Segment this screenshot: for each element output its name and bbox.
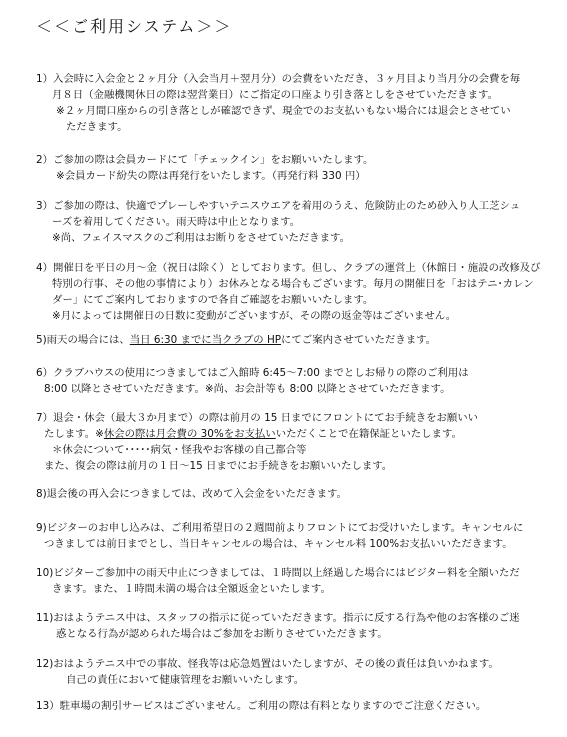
rule-note: ただきます。 xyxy=(66,121,128,133)
rule-underlined-text: 休会の際は月会費の 30%をお支払い xyxy=(103,428,276,440)
rule-line: 1）入会時に入会金と２ヶ月分（入会当月＋翌月分）の会費をいただき、３ヶ月目より当月分の会費を毎 xyxy=(36,73,521,85)
rule-line xyxy=(36,426,478,442)
rule-text: 5)雨天の場合には、 xyxy=(36,334,130,346)
rule-line: 3）ご参加の際は、快適でプレーしやすいテニスウエアを着用のうえ、危険防止のため砂入り人工芝シュ xyxy=(36,200,521,212)
rule-line: ーズを着用してください。雨天時は中止となります。 xyxy=(52,216,301,228)
rule-text: いただくことで在籍保証といたします。 xyxy=(275,428,462,440)
rule-note: ※尚、フェイスマスクのご利用はお断りをさせていただきます。 xyxy=(52,232,350,244)
rule-line: 惑となる行為が認められた場合はご参加をお断りさせていただきます。 xyxy=(56,628,388,640)
rule-item-1 xyxy=(36,71,520,135)
rule-item-2 xyxy=(36,152,373,184)
rule-line: 特別の行事、その他の事情により）お休みとなる場合もございます。毎月の開催日を「おはテニ･カレン xyxy=(52,278,534,290)
rule-line xyxy=(36,332,436,348)
rule-line: きます。また、１時間未満の場合は全額返金といたします。 xyxy=(52,583,331,595)
rule-line: また、復会の際は前月の１日～15 日までにお手続きをお願いいたします。 xyxy=(44,460,393,472)
rule-item-11 xyxy=(36,610,520,642)
rule-note: ※会員カード紛失の際は再発行をいたします。（再発行料 330 円） xyxy=(56,170,366,182)
rule-line: 8)退会後の再入会につきましては、改めて入会金をいただきます。 xyxy=(36,488,347,500)
rule-item-10 xyxy=(36,565,520,597)
rule-line: 8:00 以降とさせていただきます。※尚、お会計等も 8:00 以降とさせていただきます。 xyxy=(44,383,451,395)
rule-item-13 xyxy=(36,698,486,714)
rule-line: 11)おはようテニス中は、スタッフの指示に従っていただきます。指示に反する行為や他のお客様のご迷 xyxy=(36,612,520,624)
rule-item-6 xyxy=(36,365,469,397)
rule-line: ダー」にてご案内しておりますので各自ご確認をお願いいたします。 xyxy=(52,294,374,306)
rule-line: 9)ビジターのお申し込みは、ご利用希望日の２週間前よりフロントにてお受けいたします。キャンセルに xyxy=(36,522,524,534)
rule-item-7 xyxy=(36,410,478,474)
rule-item-8 xyxy=(36,486,347,502)
rule-text: にてご案内させていただきます。 xyxy=(281,334,437,346)
rule-line: つきましては前日までとし、当日キャンセルの場合は、キャンセル料 100%お支払いいただきます。 xyxy=(44,538,513,550)
rule-item-12 xyxy=(36,656,499,688)
rule-line: 6）クラブハウスの使用につきましてはご入館時 6:45～7:00 までとしお帰りの際のご利用は xyxy=(36,367,469,379)
rule-item-3 xyxy=(36,198,520,246)
rule-line: 4）開催日を平日の月～金（祝日は除く）としております。但し、クラブの運営上（休館日・施設の改修及び xyxy=(36,262,541,274)
rule-text: たします。※ xyxy=(44,428,104,440)
rule-item-9 xyxy=(36,520,523,552)
rule-line: 10)ビジターご参加中の雨天中止につきましては、１時間以上経過した場合にはビジター料を全額いただ xyxy=(36,567,520,579)
rule-note: ※月によっては開催日の日数に変動がございますが、その際の返金等はございません。 xyxy=(52,310,457,322)
page-title: ＜＜ご利用システム＞＞ xyxy=(36,17,233,36)
rule-line: 自己の責任において健康管理をお願いいたします。 xyxy=(66,674,305,686)
rule-line: 月８日（金融機関休日の際は翌営業日）にご指定の口座より引き落としをさせていただきます。 xyxy=(52,89,498,101)
rule-note: ※２ヶ月間口座からの引き落としが確認できず、現金でのお支払いもない場合には退会とさせてい xyxy=(56,105,511,117)
rule-line: 12)おはようテニス中での事故、怪我等は応急処置はいたしますが、その後の責任は負いかねます。 xyxy=(36,658,499,670)
rule-item-4 xyxy=(36,260,541,324)
rule-item-5 xyxy=(36,332,436,348)
rule-note: ＊休会について･････病気・怪我やお客様の自己都合等 xyxy=(52,444,307,456)
rule-line: 7）退会・休会（最大３か月まで）の際は前月の 15 日までにフロントにてお手続きをお願いい xyxy=(36,412,479,424)
rule-line: 13）駐車場の割引サービスはございません。ご利用の際は有料となりますのでご注意ください。 xyxy=(36,700,487,712)
rule-underlined-text: 当日 6:30 までに当クラブの HP xyxy=(129,334,282,346)
rule-line: 2）ご参加の際は会員カードにて「チェックイン」をお願いいたします。 xyxy=(36,154,374,166)
